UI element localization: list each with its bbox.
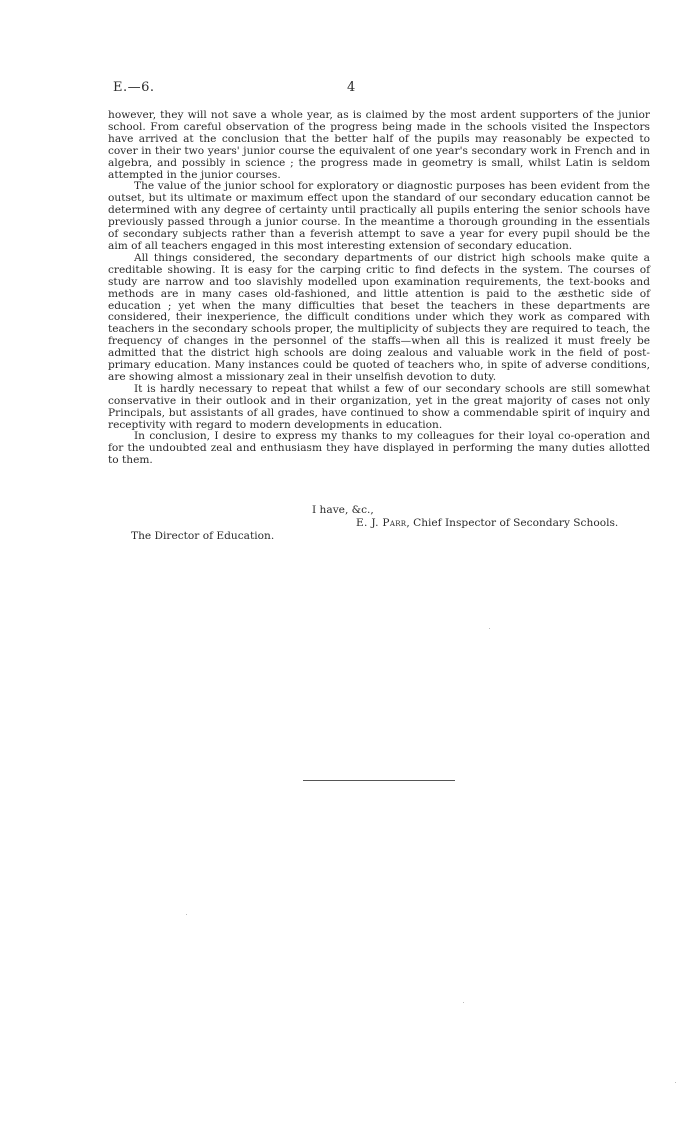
paragraph-2: The value of the junior school for exploratory or diagnostic purposes has been evident from the outset, but its ultimate or maximum effect upon the standard of our secondary education cannot be determined with any degree of certainty until practically all pupils entering the senior schools have previously passed through a junior course. In the meantime a thorough grounding in the essentials of secondary subjects rather than a feverish attempt to save a year for every pupil should be the aim of all teachers engaged in this most interesting extension of secondary education.: [108, 180, 650, 252]
signatory-name: E. J. Parr: [356, 517, 407, 529]
scan-speck: [186, 914, 187, 915]
report-body: [108, 110, 650, 467]
paragraph-5: In conclusion, I desire to express my thanks to my colleagues for their loyal co-operation and for the undoubted zeal and enthusiasm they have displayed in performing the many duties allotted to them.: [108, 430, 650, 467]
scan-speck: [489, 628, 490, 629]
report-reference: E.—6.: [113, 80, 155, 95]
paragraph-1: however, they will not save a whole year, as is claimed by the most ardent supporters of the junior school. From careful observation of the progress being made in the schools visited the Inspectors have arrived at the conclusion that the better half of the pupils may reasonably be expected to cover in their two years' junior course the equivalent of one year's secondary work in French and in algebra, and possibly in science ; the progress made in geometry is small, whilst Latin is seldom attempted in the junior courses.: [108, 109, 650, 181]
page-header: [113, 80, 643, 98]
scan-speck: [675, 1082, 676, 1083]
addressee: The Director of Education.: [131, 530, 275, 542]
signature-line: [356, 517, 618, 529]
scan-speck: [463, 1002, 464, 1003]
salutation: I have, &c.,: [312, 504, 374, 516]
end-rule: [303, 780, 455, 781]
paragraph-4: It is hardly necessary to repeat that whilst a few of our secondary schools are still somewhat conservative in their outlook and in their organization, yet in the great majority of cases not only Principals, but assistants of all grades, have continued to show a commendable spirit of inquiry and receptivity with regard to modern developments in education.: [108, 382, 650, 431]
page-number: 4: [347, 80, 356, 95]
signatory-title: , Chief Inspector of Secondary Schools.: [406, 517, 619, 529]
paragraph-3: All things considered, the secondary departments of our district high schools make quite a creditable showing. It is easy for the carping critic to find defects in the system. The courses of study are narrow and too slavishly modelled upon examination requirements, the text-books and methods are in many cases old-fashioned, and little attention is paid to the æsthetic side of education ; yet when the many difficulties that beset the teachers in these departments are considered, their inexperience, the difficult conditions under which they work as compared with teachers in the secondary schools proper, the multiplicity of subjects they are required to teach, the frequency of changes in the personnel of the staffs—when all this is realized it must freely be admitted that the district high schools are doing zealous and valuable work in the field of post-primary education. Many instances could be quoted of teachers who, in spite of adverse conditions, are showing almost a missionary zeal in their unselfish devotion to duty.: [108, 251, 650, 383]
